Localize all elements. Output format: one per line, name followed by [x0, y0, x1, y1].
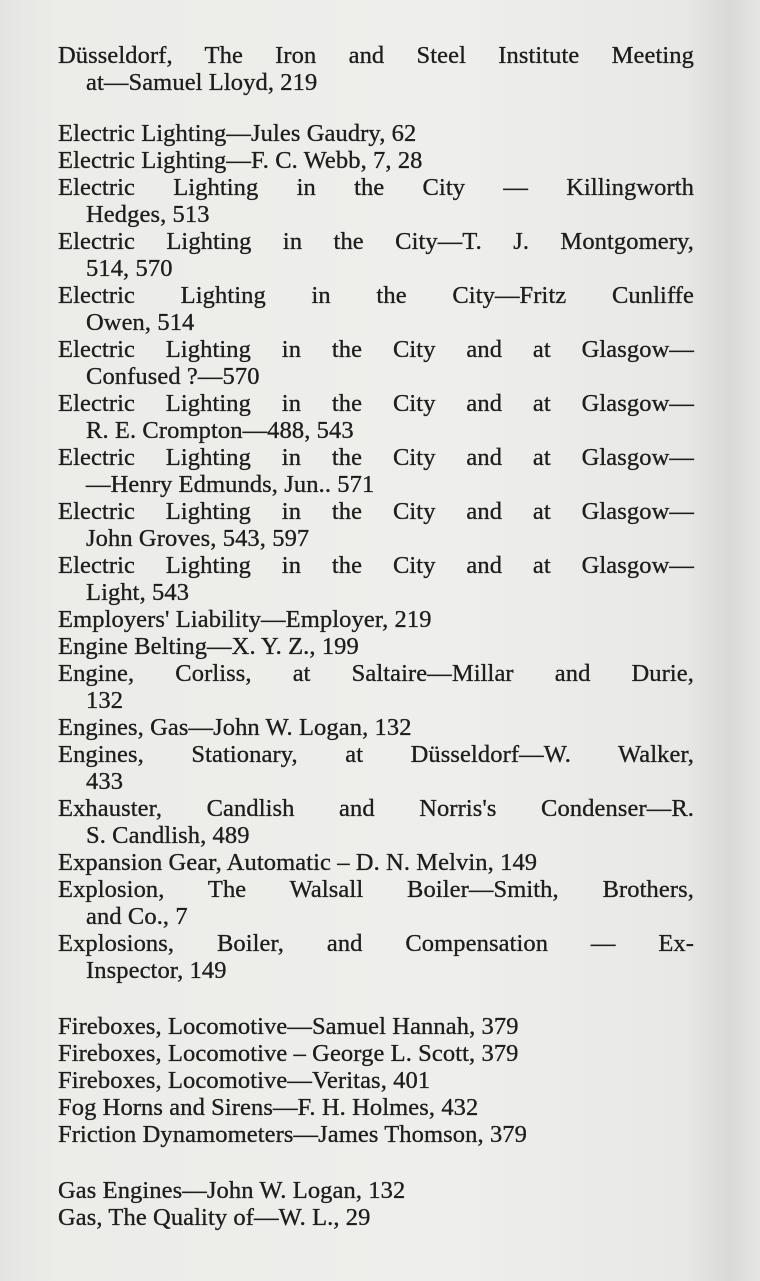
index-section — [58, 1177, 694, 1231]
entry-heading: Engines, Gas—John W. Logan, 132 — [58, 714, 412, 741]
entry-heading: Exhauster, Candlish and Norris's Condenser—R. — [58, 795, 694, 822]
entry-heading: Electric Lighting in the City—Fritz Cunliffe — [58, 282, 694, 309]
entry-heading: Electric Lighting in the City and at Glasgow— — [58, 336, 694, 363]
entry-heading: Employers' Liability—Employer, 219 — [58, 606, 432, 633]
entry-heading: Fireboxes, Locomotive – George L. Scott, 379 — [58, 1040, 519, 1067]
entry-heading: Explosions, Boiler, and Compensation — Ex- — [58, 930, 694, 957]
entry-heading: Electric Lighting in the City—T. J. Montgomery, — [58, 228, 694, 255]
entry-heading: Düsseldorf, The Iron and Steel Institute Meeting — [58, 42, 694, 69]
index-section — [58, 120, 694, 984]
index-entry — [58, 876, 694, 930]
index-entry — [58, 1177, 694, 1204]
entry-continuation: Light, 543 — [86, 579, 190, 606]
index-entry — [58, 147, 694, 174]
entry-continuation: S. Candlish, 489 — [86, 822, 250, 849]
entry-heading: Expansion Gear, Automatic – D. N. Melvin, 149 — [58, 849, 538, 876]
index-entry — [58, 714, 694, 741]
entry-heading: Engines, Stationary, at Düsseldorf—W. Walker, — [58, 741, 694, 768]
entry-heading: Fog Horns and Sirens—F. H. Holmes, 432 — [58, 1094, 479, 1121]
entry-heading: Electric Lighting—Jules Gaudry, 62 — [58, 120, 417, 147]
index-entry — [58, 42, 694, 96]
entry-continuation: John Groves, 543, 597 — [86, 525, 310, 552]
index-entry — [58, 120, 694, 147]
entry-heading: Fireboxes, Locomotive—Samuel Hannah, 379 — [58, 1013, 519, 1040]
index-entry — [58, 1094, 694, 1121]
entry-continuation: and Co., 7 — [86, 903, 188, 930]
entry-continuation: Owen, 514 — [86, 309, 195, 336]
index-entry — [58, 1013, 694, 1040]
index-entry — [58, 795, 694, 849]
entry-heading: Friction Dynamometers—James Thomson, 379 — [58, 1121, 527, 1148]
index-section — [58, 42, 694, 96]
entry-heading: Gas Engines—John W. Logan, 132 — [58, 1177, 406, 1204]
index-entry — [58, 444, 694, 498]
entry-heading: Engine, Corliss, at Saltaire—Millar and Durie, — [58, 660, 694, 687]
entry-continuation: at—Samuel Lloyd, 219 — [86, 69, 318, 96]
index-entry — [58, 282, 694, 336]
index-entry — [58, 930, 694, 984]
entry-heading: Electric Lighting in the City and at Glasgow— — [58, 444, 694, 471]
entry-continuation: 132 — [86, 687, 124, 714]
entry-continuation: Confused ?—570 — [86, 363, 260, 390]
entry-continuation: —Henry Edmunds, Jun.. 571 — [86, 471, 375, 498]
index-entry — [58, 660, 694, 714]
entry-continuation: Inspector, 149 — [86, 957, 227, 984]
entry-heading: Electric Lighting in the City and at Glasgow— — [58, 552, 694, 579]
index-entry — [58, 741, 694, 795]
entry-heading: Electric Lighting in the City and at Glasgow— — [58, 390, 694, 417]
section-gap — [58, 1148, 694, 1177]
index-entry — [58, 1040, 694, 1067]
index-entry — [58, 336, 694, 390]
index-entry — [58, 174, 694, 228]
index-entry — [58, 390, 694, 444]
entry-continuation: Hedges, 513 — [86, 201, 210, 228]
section-gap — [58, 984, 694, 1013]
index-entry — [58, 552, 694, 606]
entry-continuation: 514, 570 — [86, 255, 173, 282]
entry-heading: Gas, The Quality of—W. L., 29 — [58, 1204, 371, 1231]
entry-heading: Fireboxes, Locomotive—Veritas, 401 — [58, 1067, 431, 1094]
index-entry — [58, 633, 694, 660]
index-entry — [58, 1067, 694, 1094]
section-gap — [58, 96, 694, 120]
index-list — [58, 42, 694, 1231]
index-entry — [58, 498, 694, 552]
index-entry — [58, 1204, 694, 1231]
entry-heading: Explosion, The Walsall Boiler—Smith, Brothers, — [58, 876, 694, 903]
index-section — [58, 1013, 694, 1148]
entry-continuation: R. E. Crompton—488, 543 — [86, 417, 354, 444]
index-entry — [58, 606, 694, 633]
index-entry — [58, 849, 694, 876]
index-entry — [58, 228, 694, 282]
entry-heading: Electric Lighting in the City — Killingworth — [58, 174, 694, 201]
entry-heading: Electric Lighting in the City and at Glasgow— — [58, 498, 694, 525]
index-entry — [58, 1121, 694, 1148]
entry-continuation: 433 — [86, 768, 124, 795]
entry-heading: Electric Lighting—F. C. Webb, 7, 28 — [58, 147, 423, 174]
entry-heading: Engine Belting—X. Y. Z., 199 — [58, 633, 359, 660]
